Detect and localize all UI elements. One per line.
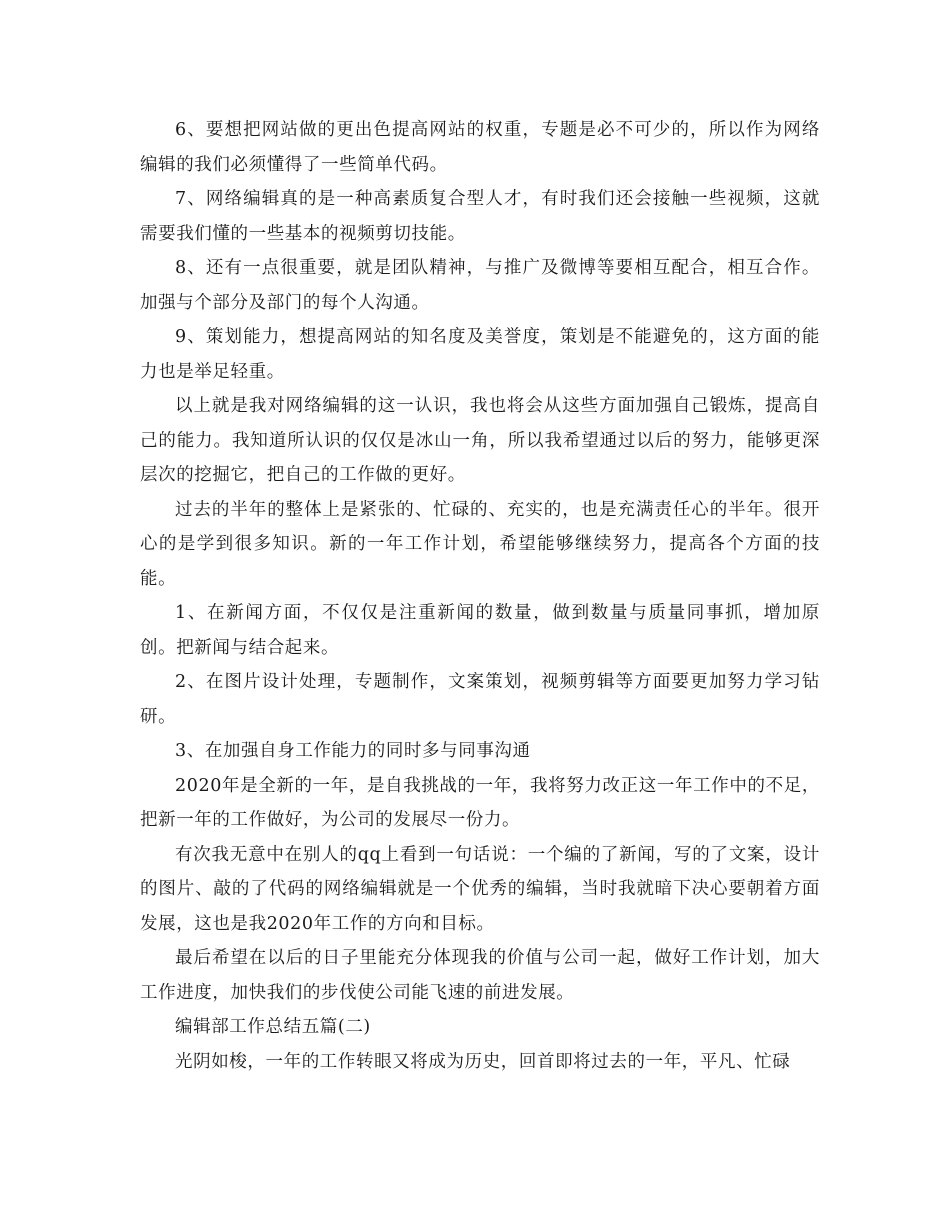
paragraph-item-6: 6、要想把网站做的更出色提高网站的权重，专题是必不可少的，所以作为网络编辑的我们必须懂得了一些简单代码。 (140, 120, 820, 175)
paragraph-summary: 以上就是我对网络编辑的这一认识，我也将会从这些方面加强自己锻炼，提高自己的能力。我知道所认识的仅仅是冰山一角，所以我希望通过以后的努力，能够更深层次的挖掘它，把自己的工作做的更好。 (140, 396, 820, 485)
paragraph-item-7: 7、网络编辑真的是一种高素质复合型人才，有时我们还会接触一些视频，这就需要我们懂的一些基本的视频剪切技能。 (140, 189, 820, 244)
paragraph-qq-quote: 有次我无意中在别人的qq上看到一句话说：一个编的了新闻，写的了文案，设计的图片、敲的了代码的网络编辑就是一个优秀的编辑，当时我就暗下决心要朝着方面发展，这也是我2020年工作的方向和目标。 (140, 844, 820, 934)
paragraph-item-9: 9、策划能力，想提高网站的知名度及美誉度，策划是不能避免的，这方面的能力也是举足轻重。 (140, 327, 820, 382)
document-body (140, 113, 820, 1079)
paragraph-item-8: 8、还有一点很重要，就是团队精神，与推广及微博等要相互配合，相互合作。加强与个部分及部门的每个人沟通。 (140, 258, 820, 313)
paragraph-opening-next: 光阴如梭，一年的工作转眼又将成为历史，回首即将过去的一年，平凡、忙碌 (175, 1051, 791, 1072)
section-heading: 编辑部工作总结五篇(二) (175, 1017, 371, 1037)
paragraph-plan-1: 1、在新闻方面，不仅仅是注重新闻的数量，做到数量与质量同事抓，增加原创。把新闻与结合起来。 (140, 603, 820, 658)
paragraph-new-year: 2020年是全新的一年，是自我挑战的一年，我将努力改正这一年工作中的不足，把新一年的工作做好，为公司的发展尽一份力。 (140, 775, 820, 830)
paragraph-half-year-review: 过去的半年的整体上是紧张的、忙碌的、充实的，也是充满责任心的半年。很开心的是学到很多知识。新的一年工作计划，希望能够继续努力，提高各个方面的技能。 (140, 499, 820, 589)
paragraph-plan-3: 3、在加强自身工作能力的同时多与同事沟通 (175, 741, 531, 761)
paragraph-closing-hope: 最后希望在以后的日子里能充分体现我的价值与公司一起，做好工作计划，加大工作进度，加快我们的步伐使公司能飞速的前进发展。 (140, 948, 820, 1003)
paragraph-plan-2: 2、在图片设计处理，专题制作，文案策划，视频剪辑等方面要更加努力学习钻研。 (140, 672, 820, 727)
